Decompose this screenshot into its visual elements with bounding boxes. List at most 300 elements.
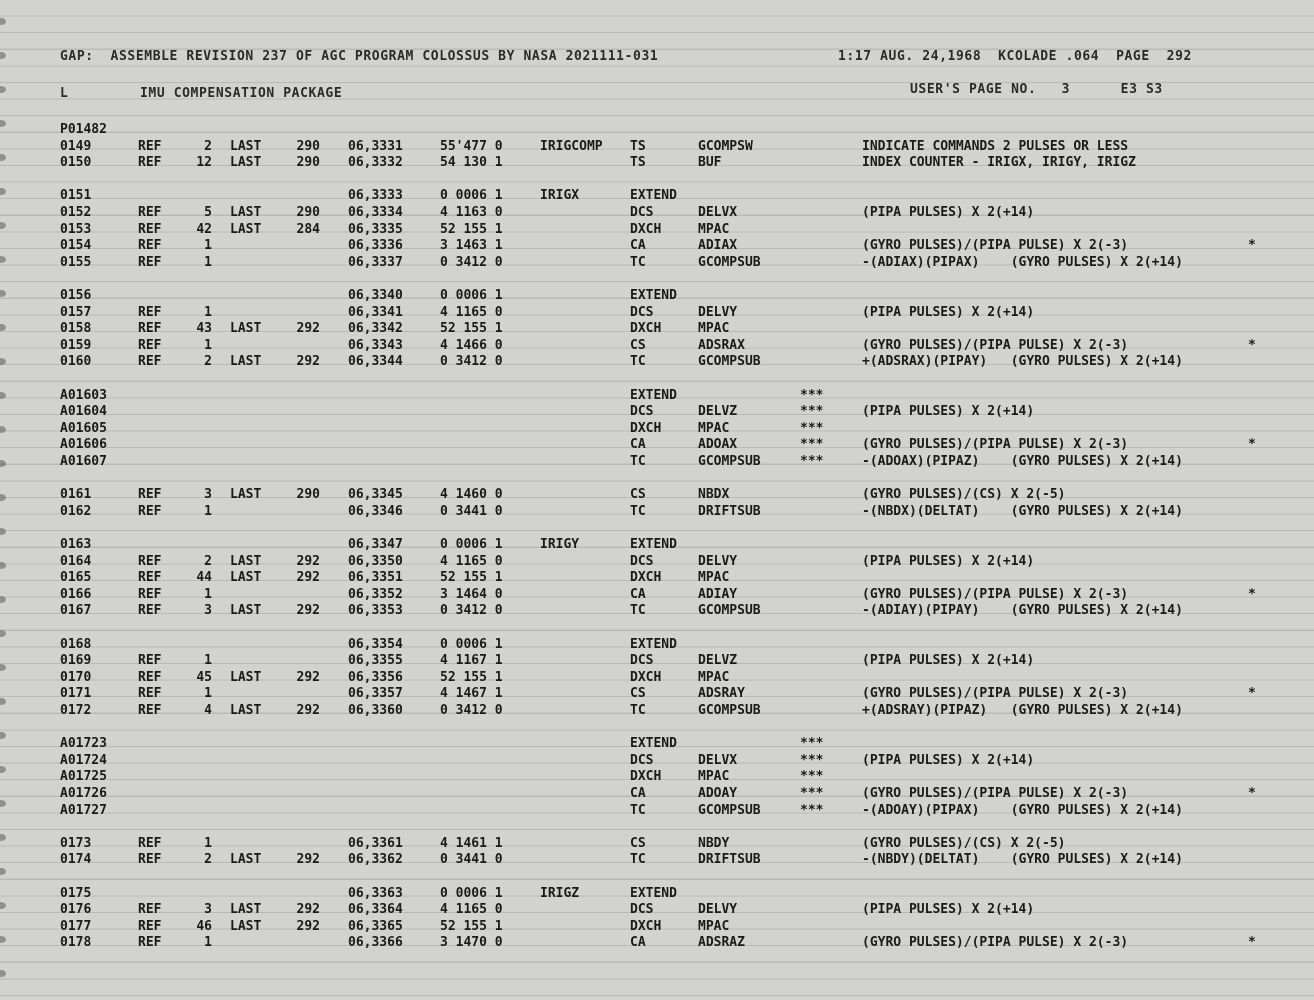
address: 06,3346: [348, 503, 403, 519]
listing-row: [0, 886, 1314, 902]
opcode: EXTEND: [630, 636, 677, 652]
opcode: CA: [630, 935, 646, 951]
ref-keyword: REF: [138, 254, 162, 270]
asterisk-flag: ***: [800, 420, 824, 436]
listing-row: [0, 637, 1314, 653]
ref-count: 2: [204, 138, 212, 154]
line-number: A01604: [60, 404, 107, 420]
line-number: 0161: [60, 487, 92, 503]
line-number: A01603: [60, 387, 107, 403]
opcode: CA: [630, 586, 646, 602]
ref-count: 45: [196, 669, 212, 685]
listing-row: [0, 686, 1314, 702]
operand: GCOMPSUB: [698, 254, 761, 270]
operand: MPAC: [698, 918, 730, 934]
octal-code: 52 155 1: [440, 669, 503, 685]
last-page: 290: [296, 205, 320, 220]
ref-keyword: REF: [138, 354, 162, 370]
last-page: 292: [296, 852, 320, 868]
line-number: 0152: [60, 205, 92, 220]
octal-code: 4 1460 0: [440, 487, 503, 503]
ref-keyword: REF: [138, 686, 162, 702]
line-number: 0163: [60, 537, 92, 552]
comment: (PIPA PULSES) X 2(+14): [862, 404, 1035, 420]
operand: DELVY: [698, 304, 738, 320]
line-number: 0177: [60, 918, 92, 934]
octal-code: 4 1165 0: [440, 553, 503, 569]
octal-code: 4 1467 1: [440, 686, 503, 702]
asterisk-flag: ***: [800, 736, 824, 752]
address: 06,3365: [348, 918, 403, 934]
ref-keyword: REF: [138, 221, 162, 237]
operand: DELVZ: [698, 404, 738, 420]
comment: (GYRO PULSES)/(PIPA PULSE) X 2(-3): [862, 337, 1129, 353]
line-number: 0173: [60, 835, 92, 851]
asterisk-flag: ***: [800, 802, 824, 818]
blank-line: [0, 471, 1314, 487]
operand: GCOMPSUB: [698, 703, 761, 718]
ref-count: 1: [204, 503, 212, 519]
comment: +(ADSRAY)(PIPAZ) (GYRO PULSES) X 2(+14): [862, 703, 1183, 718]
ref-count: 12: [196, 155, 212, 171]
ref-keyword: REF: [138, 138, 162, 154]
line-number: 0164: [60, 553, 92, 569]
ref-count: 2: [204, 852, 212, 868]
last-page: 290: [296, 138, 320, 154]
ref-keyword: REF: [138, 669, 162, 685]
comment: (GYRO PULSES)/(PIPA PULSE) X 2(-3): [862, 786, 1129, 801]
opcode: TC: [630, 454, 646, 469]
line-number: A01605: [60, 420, 107, 436]
address: 06,3360: [348, 703, 403, 718]
ref-keyword: REF: [138, 155, 162, 171]
address: 06,3357: [348, 686, 403, 702]
opcode: TS: [630, 155, 646, 171]
ref-keyword: REF: [138, 935, 162, 951]
octal-code: 4 1167 1: [440, 653, 503, 669]
ref-count: 1: [204, 254, 212, 270]
asterisk-flag: ***: [800, 786, 824, 801]
symbol-label: IRIGZ: [540, 885, 580, 901]
ref-count: 2: [204, 354, 212, 370]
comment: INDICATE COMMANDS 2 PULSES OR LESS: [862, 138, 1129, 154]
comment-mark: *: [1248, 238, 1256, 254]
listing-row: [0, 487, 1314, 503]
ref-count: 1: [204, 304, 212, 320]
ref-count: 1: [204, 835, 212, 851]
listing-row: [0, 554, 1314, 570]
last-keyword: LAST: [230, 703, 262, 718]
line-number: 0170: [60, 669, 92, 685]
opcode: CS: [630, 835, 646, 851]
opcode: EXTEND: [630, 288, 677, 303]
opcode: TC: [630, 254, 646, 270]
opcode: TC: [630, 603, 646, 619]
octal-code: 52 155 1: [440, 221, 503, 237]
asterisk-flag: ***: [800, 404, 824, 420]
comment-mark: *: [1248, 686, 1256, 702]
opcode: DCS: [630, 752, 654, 768]
last-keyword: LAST: [230, 553, 262, 569]
line-number: A01606: [60, 437, 107, 453]
comment-mark: *: [1248, 586, 1256, 602]
address: 06,3336: [348, 238, 403, 254]
ref-keyword: REF: [138, 337, 162, 353]
ref-count: 1: [204, 238, 212, 254]
listing-row: [0, 305, 1314, 321]
address: 06,3354: [348, 636, 403, 652]
operand: MPAC: [698, 769, 730, 785]
opcode: EXTEND: [630, 188, 677, 204]
operand: ADIAX: [698, 238, 738, 254]
opcode: DCS: [630, 653, 654, 669]
line-number: 0157: [60, 304, 92, 320]
ref-count: 44: [196, 570, 212, 586]
operand: MPAC: [698, 570, 730, 586]
comment: (PIPA PULSES) X 2(+14): [862, 902, 1035, 918]
octal-code: 4 1165 0: [440, 304, 503, 320]
opcode: TC: [630, 354, 646, 370]
line-number: A01726: [60, 786, 107, 801]
blank-line: [0, 172, 1314, 188]
address: 06,3361: [348, 835, 403, 851]
address: 06,3344: [348, 354, 403, 370]
asterisk-flag: ***: [800, 454, 824, 469]
last-keyword: LAST: [230, 155, 262, 171]
ref-count: 3: [204, 902, 212, 918]
last-page: 292: [296, 321, 320, 337]
opcode: CS: [630, 487, 646, 503]
symbol-label: IRIGX: [540, 188, 580, 204]
octal-code: 0 0006 1: [440, 537, 503, 552]
operand: GCOMPSW: [698, 138, 753, 154]
feed-hole: [0, 86, 6, 93]
ref-keyword: REF: [138, 835, 162, 851]
address: 06,3362: [348, 852, 403, 868]
last-page: 292: [296, 354, 320, 370]
opcode: TC: [630, 503, 646, 519]
asterisk-flag: ***: [800, 752, 824, 768]
ref-keyword: REF: [138, 304, 162, 320]
address: 06,3332: [348, 155, 403, 171]
ref-count: 4: [204, 703, 212, 718]
blank-line: [0, 720, 1314, 736]
opcode: EXTEND: [630, 387, 677, 403]
listing-row: [0, 255, 1314, 271]
operand: ADOAY: [698, 786, 738, 801]
octal-code: 55'477 0: [440, 138, 503, 154]
opcode: DXCH: [630, 570, 662, 586]
address: 06,3335: [348, 221, 403, 237]
comment: (GYRO PULSES)/(CS) X 2(-5): [862, 835, 1066, 851]
ref-keyword: REF: [138, 238, 162, 254]
line-number: 0168: [60, 636, 92, 652]
listing-row: [0, 454, 1314, 470]
operand: DRIFTSUB: [698, 852, 761, 868]
address: 06,3355: [348, 653, 403, 669]
ref-count: 3: [204, 487, 212, 503]
octal-code: 4 1163 0: [440, 205, 503, 220]
octal-code: 0 3412 0: [440, 354, 503, 370]
last-page: 292: [296, 570, 320, 586]
comment: -(NBDY)(DELTAT) (GYRO PULSES) X 2(+14): [862, 852, 1183, 868]
header-listing-mark: L: [60, 86, 69, 101]
listing-row: [0, 769, 1314, 785]
address: 06,3331: [348, 138, 403, 154]
line-number: 0162: [60, 503, 92, 519]
ref-count: 43: [196, 321, 212, 337]
opcode: DCS: [630, 902, 654, 918]
address: 06,3343: [348, 337, 403, 353]
listing-row: [0, 603, 1314, 619]
last-keyword: LAST: [230, 138, 262, 154]
listing-row: [0, 139, 1314, 155]
opcode: TC: [630, 852, 646, 868]
ref-count: 3: [204, 603, 212, 619]
octal-code: 52 155 1: [440, 570, 503, 586]
last-keyword: LAST: [230, 487, 262, 503]
operand: DELVY: [698, 902, 738, 918]
last-page: 292: [296, 669, 320, 685]
last-page: 292: [296, 902, 320, 918]
line-number: 0159: [60, 337, 92, 353]
last-keyword: LAST: [230, 852, 262, 868]
line-number: A01724: [60, 752, 107, 768]
operand: NBDX: [698, 487, 730, 503]
listing-row: [0, 935, 1314, 951]
operand: GCOMPSUB: [698, 603, 761, 619]
listing-row: [0, 670, 1314, 686]
address: 06,3337: [348, 254, 403, 270]
ref-count: 5: [204, 205, 212, 220]
header-section-title: IMU COMPENSATION PACKAGE: [140, 86, 343, 101]
opcode: EXTEND: [630, 537, 677, 552]
octal-code: 52 155 1: [440, 321, 503, 337]
blank-line: [0, 271, 1314, 287]
line-number: 0154: [60, 238, 92, 254]
octal-code: 0 3441 0: [440, 503, 503, 519]
ref-count: 1: [204, 337, 212, 353]
last-page: 290: [296, 487, 320, 503]
operand: MPAC: [698, 420, 730, 436]
opcode: EXTEND: [630, 885, 677, 901]
address: 06,3364: [348, 902, 403, 918]
comment: (GYRO PULSES)/(PIPA PULSE) X 2(-3): [862, 935, 1129, 951]
last-keyword: LAST: [230, 669, 262, 685]
ref-count: 1: [204, 586, 212, 602]
symbol-label: IRIGCOMP: [540, 138, 603, 154]
address: 06,3351: [348, 570, 403, 586]
symbol-label: IRIGY: [540, 537, 580, 552]
listing-row: [0, 703, 1314, 719]
octal-code: 0 3441 0: [440, 852, 503, 868]
octal-code: 0 3412 0: [440, 703, 503, 718]
comment: INDEX COUNTER - IRIGX, IRIGY, IRIGZ: [862, 155, 1136, 171]
ref-keyword: REF: [138, 902, 162, 918]
listing-row: [0, 404, 1314, 420]
ref-count: 1: [204, 935, 212, 951]
feed-hole: [0, 18, 6, 25]
comment-mark: *: [1248, 786, 1256, 801]
opcode: DXCH: [630, 221, 662, 237]
last-keyword: LAST: [230, 321, 262, 337]
comment: -(ADIAY)(PIPAY) (GYRO PULSES) X 2(+14): [862, 603, 1183, 619]
blank-line: [0, 371, 1314, 387]
comment: (GYRO PULSES)/(PIPA PULSE) X 2(-3): [862, 437, 1129, 453]
opcode: DXCH: [630, 321, 662, 337]
opcode: DCS: [630, 553, 654, 569]
blank-line: [0, 620, 1314, 636]
comment-mark: *: [1248, 437, 1256, 453]
last-keyword: LAST: [230, 354, 262, 370]
operand: DELVY: [698, 553, 738, 569]
comment: (PIPA PULSES) X 2(+14): [862, 304, 1035, 320]
octal-code: 3 1470 0: [440, 935, 503, 951]
line-number: 0174: [60, 852, 92, 868]
address: 06,3353: [348, 603, 403, 619]
octal-code: 0 0006 1: [440, 288, 503, 303]
blank-line: [0, 869, 1314, 885]
opcode: CA: [630, 437, 646, 453]
ref-keyword: REF: [138, 570, 162, 586]
blank-line: [0, 819, 1314, 835]
listing-row: [0, 388, 1314, 404]
line-number: 0178: [60, 935, 92, 951]
line-number: A01725: [60, 769, 107, 785]
comment: (GYRO PULSES)/(CS) X 2(-5): [862, 487, 1066, 503]
listing-row: [0, 288, 1314, 304]
opcode: DXCH: [630, 669, 662, 685]
address: 06,3347: [348, 537, 403, 552]
line-number: 0149: [60, 138, 92, 154]
ref-keyword: REF: [138, 205, 162, 220]
listing-row: [0, 653, 1314, 669]
address: 06,3340: [348, 288, 403, 303]
line-number: 0175: [60, 885, 92, 901]
operand: GCOMPSUB: [698, 354, 761, 370]
listing-row: [0, 803, 1314, 819]
opcode: CA: [630, 238, 646, 254]
opcode: TC: [630, 703, 646, 718]
comment-mark: *: [1248, 935, 1256, 951]
listing-row: [0, 122, 1314, 138]
opcode: TC: [630, 802, 646, 818]
listing-row: [0, 321, 1314, 337]
line-number: 0171: [60, 686, 92, 702]
comment: (PIPA PULSES) X 2(+14): [862, 553, 1035, 569]
ref-count: 1: [204, 653, 212, 669]
operand: GCOMPSUB: [698, 802, 761, 818]
octal-code: 3 1463 1: [440, 238, 503, 254]
ref-count: 42: [196, 221, 212, 237]
ref-keyword: REF: [138, 321, 162, 337]
operand: ADIAY: [698, 586, 738, 602]
opcode: DXCH: [630, 420, 662, 436]
last-keyword: LAST: [230, 570, 262, 586]
operand: BUF: [698, 155, 722, 171]
ref-keyword: REF: [138, 603, 162, 619]
last-page: 292: [296, 918, 320, 934]
octal-code: 52 155 1: [440, 918, 503, 934]
operand: GCOMPSUB: [698, 454, 761, 469]
line-number: A01607: [60, 454, 107, 469]
last-page: 292: [296, 703, 320, 718]
opcode: DCS: [630, 205, 654, 220]
octal-code: 0 0006 1: [440, 885, 503, 901]
last-keyword: LAST: [230, 205, 262, 220]
listing-row: [0, 354, 1314, 370]
ref-keyword: REF: [138, 487, 162, 503]
asterisk-flag: ***: [800, 437, 824, 453]
last-keyword: LAST: [230, 603, 262, 619]
address: 06,3350: [348, 553, 403, 569]
header-date-page: 1:17 AUG. 24,1968 KCOLADE .064 PAGE 292: [838, 49, 1192, 64]
ref-count: 46: [196, 918, 212, 934]
opcode: DXCH: [630, 918, 662, 934]
operand: ADOAX: [698, 437, 738, 453]
listing-row: [0, 736, 1314, 752]
comment: (GYRO PULSES)/(PIPA PULSE) X 2(-3): [862, 586, 1129, 602]
operand: MPAC: [698, 221, 730, 237]
operand: ADSRAY: [698, 686, 745, 702]
address: 06,3366: [348, 935, 403, 951]
listing-row: [0, 155, 1314, 171]
octal-code: 4 1461 1: [440, 835, 503, 851]
ref-count: 1: [204, 686, 212, 702]
ref-keyword: REF: [138, 918, 162, 934]
opcode: EXTEND: [630, 736, 677, 752]
listing-row: [0, 902, 1314, 918]
ref-keyword: REF: [138, 703, 162, 718]
listing-row: [0, 222, 1314, 238]
address: 06,3334: [348, 205, 403, 220]
comment: (PIPA PULSES) X 2(+14): [862, 205, 1035, 220]
address: 06,3342: [348, 321, 403, 337]
line-number: 0166: [60, 586, 92, 602]
operand: MPAC: [698, 669, 730, 685]
line-number: 0176: [60, 902, 92, 918]
header-assembly-title: GAP: ASSEMBLE REVISION 237 OF AGC PROGRAM COLOSSUS BY NASA 2021111-031: [60, 49, 659, 64]
octal-code: 0 3412 0: [440, 603, 503, 619]
octal-code: 0 0006 1: [440, 636, 503, 652]
listing-row: [0, 919, 1314, 935]
comment: (GYRO PULSES)/(PIPA PULSE) X 2(-3): [862, 686, 1129, 702]
line-number: 0158: [60, 321, 92, 337]
octal-code: 54 130 1: [440, 155, 503, 171]
operand: ADSRAX: [698, 337, 745, 353]
ref-count: 2: [204, 553, 212, 569]
comment: (PIPA PULSES) X 2(+14): [862, 653, 1035, 669]
octal-code: 0 0006 1: [440, 188, 503, 204]
last-keyword: LAST: [230, 221, 262, 237]
line-number: 0150: [60, 155, 92, 171]
asterisk-flag: ***: [800, 769, 824, 785]
octal-code: 3 1464 0: [440, 586, 503, 602]
comment: -(ADOAY)(PIPAX) (GYRO PULSES) X 2(+14): [862, 802, 1183, 818]
line-number: 0160: [60, 354, 92, 370]
opcode: CS: [630, 337, 646, 353]
operand: ADSRAZ: [698, 935, 745, 951]
last-page: 284: [296, 221, 320, 237]
listing-row: [0, 504, 1314, 520]
listing-row: [0, 188, 1314, 204]
line-number: 0151: [60, 188, 92, 204]
listing-row: [0, 205, 1314, 221]
last-keyword: LAST: [230, 902, 262, 918]
operand: NBDY: [698, 835, 730, 851]
listing-row: [0, 537, 1314, 553]
comment: (GYRO PULSES)/(PIPA PULSE) X 2(-3): [862, 238, 1129, 254]
